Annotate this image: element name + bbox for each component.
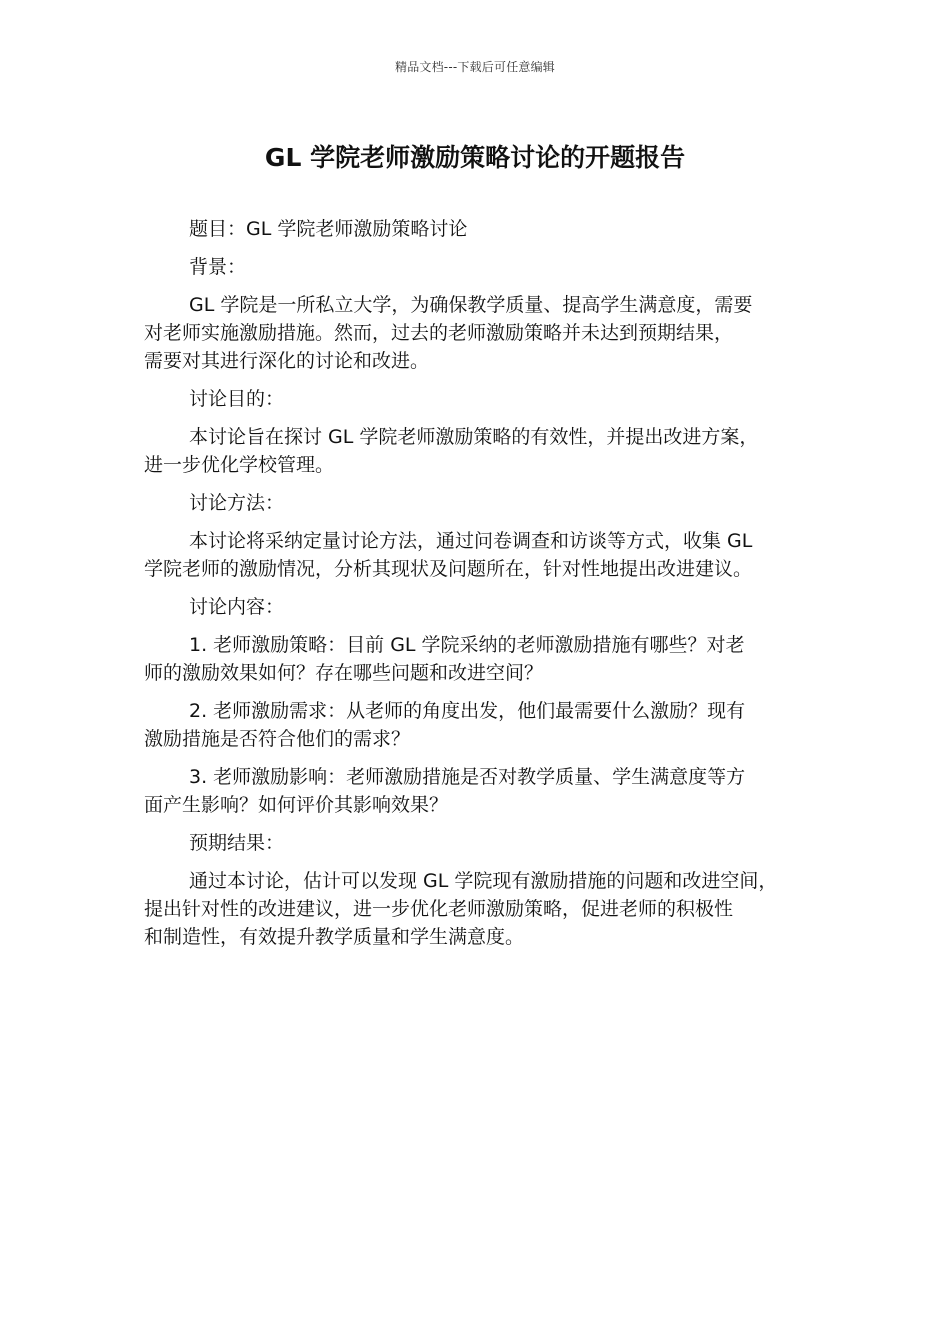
results-heading: 预期结果： — [189, 832, 285, 854]
topic-line: 题目：GL 学院老师激励策略讨论 — [189, 218, 468, 240]
results-paragraph: 通过本讨论，估计可以发现 GL 学院现有激励措施的问题和改进空间， 提出针对性的改进建议，进一步优化老师激励策略，促进老师的积极性 和制造性，有效提升教学质量和学生满意度。 — [144, 870, 778, 948]
method-paragraph: 本讨论将采纳定量讨论方法，通过问卷调查和访谈等方式，收集 GL 学院老师的激励情况，分析其现状及问题所在，针对性地提出改进建议。 — [144, 530, 753, 580]
background-heading: 背景： — [189, 256, 247, 278]
method-heading: 讨论方法： — [189, 492, 285, 514]
document-title: GL 学院老师激励策略讨论的开题报告 — [264, 143, 686, 172]
content-item-3: 3. 老师激励影响：老师激励措施是否对教学质量、学生满意度等方 面产生影响？如何评价其影响效果？ — [144, 766, 746, 816]
content-heading: 讨论内容： — [189, 596, 285, 618]
background-paragraph: GL 学院是一所私立大学，为确保教学质量、提高学生满意度，需要 对老师实施激励措施。然而，过去的老师激励策略并未达到预期结果， 需要对其进行深化的讨论和改进。 — [144, 294, 753, 372]
purpose-heading: 讨论目的： — [189, 388, 285, 410]
content-item-2: 2. 老师激励需求：从老师的角度出发，他们最需要什么激励？现有 激励措施是否符合他们的需求？ — [144, 700, 746, 750]
purpose-paragraph: 本讨论旨在探讨 GL 学院老师激励策略的有效性，并提出改进方案， 进一步优化学校管理。 — [144, 426, 759, 476]
header-note: 精品文档---下载后可任意编辑 — [395, 60, 555, 74]
document-body — [144, 215, 819, 961]
content-item-1: 1. 老师激励策略：目前 GL 学院采纳的老师激励措施有哪些？对老 师的激励效果如何？存在哪些问题和改进空间？ — [144, 634, 745, 684]
